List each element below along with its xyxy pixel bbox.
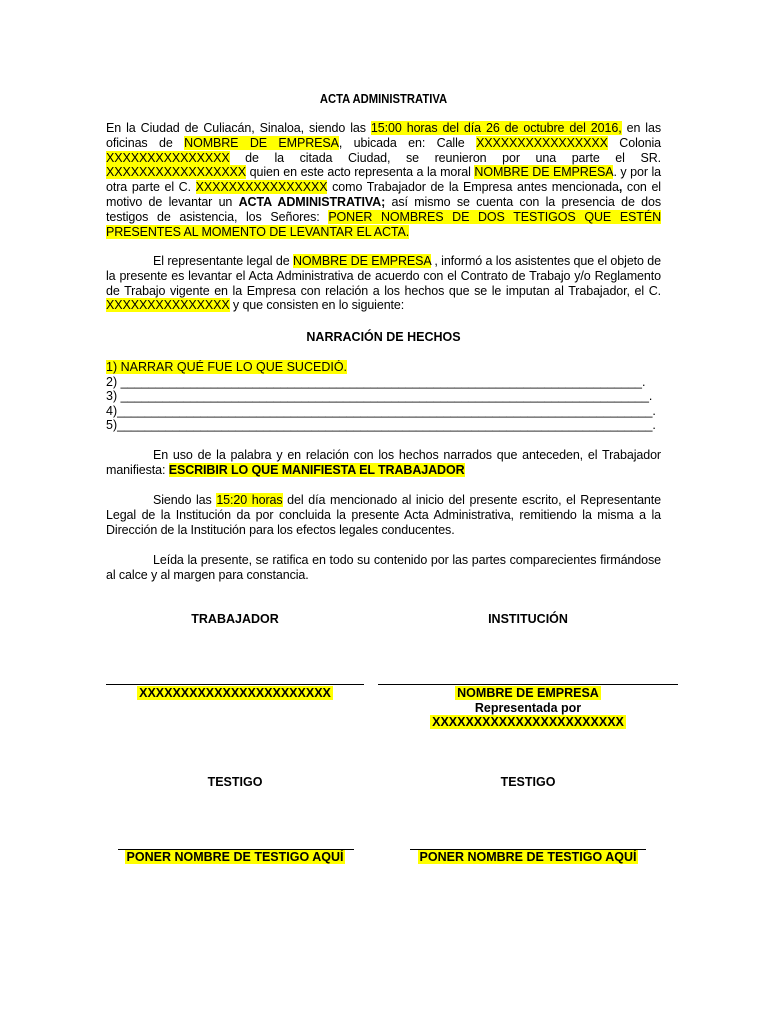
- signature-name-witness-2: PONER NOMBRE DE TESTIGO AQUÍ: [419, 850, 637, 864]
- list-item: 1) NARRAR QUÉ FUE LO QUE SUCEDIÓ.: [106, 360, 348, 374]
- highlight-worker: XXXXXXXXXXXXXXX: [106, 298, 230, 313]
- highlight-end-time: 15:20 horas: [216, 493, 283, 507]
- institution-rep-name: XXXXXXXXXXXXXXXXXXXXXXX: [432, 715, 624, 729]
- bold-acta: ACTA ADMINISTRATIVA;: [238, 194, 386, 209]
- signature-heading-worker: TRABAJADOR: [191, 612, 279, 626]
- signature-heading-witness-2: TESTIGO: [500, 775, 556, 789]
- signature-heading-institution: INSTITUCIÓN: [488, 612, 568, 626]
- highlight-company: NOMBRE DE EMPRESA: [184, 135, 339, 150]
- highlight-sr: XXXXXXXXXXXXXXXXX: [106, 165, 247, 180]
- document-title: ACTA ADMINISTRATIVA: [319, 92, 448, 106]
- institution-name: NOMBRE DE EMPRESA: [457, 686, 599, 700]
- signature-name-witness-1: PONER NOMBRE DE TESTIGO AQUÍ: [126, 850, 344, 864]
- paragraph-ratification: Leída la presente, se ratifica en todo su contenido por las partes comparecientes firmándose al calce y al margen para constancia.: [106, 553, 661, 582]
- highlight-worker-statement: ESCRIBIR LO QUE MANIFIESTA EL TRABAJADOR: [168, 462, 465, 477]
- signature-name-worker: XXXXXXXXXXXXXXXXXXXXXXX: [139, 686, 331, 700]
- highlight-witnesses: PONER NOMBRES DE DOS TESTIGOS QUE ESTÉN PRESENTES AL MOMENTO DE LEVANTAR EL ACTA.: [106, 209, 661, 239]
- list-item: 2) ___________________________________________________________________________.: [106, 374, 646, 389]
- list-item: 3) ____________________________________________________________________________.: [106, 389, 653, 404]
- list-item: 4)_____________________________________________________________________________.: [106, 403, 656, 418]
- highlight-time: 15:00 horas del día 26 de octubre del 2016,: [370, 121, 622, 135]
- paragraph-opening: En la Ciudad de Culiacán, Sinaloa, siendo las 15:00 horas del día 26 de octubre del 2016, en las oficinas de NOMBRE DE EMPRESA, ubicada en: Calle XXXXXXXXXXXXXXXX Colonia XXXXXXXXXXXXXXX de la citada Ciudad, se reunieron por una parte el SR. XXXXXXXXXXXXXXXXX quien en este acto representa a la moral NOMBRE DE EMPRESA. y por la otra parte el C. XXXXXXXXXXXXXXXX como Trabajador de la Empresa antes mencionada, con el motivo de levantar un ACTA ADMINISTRATIVA; así mismo se cuenta con la presencia de dos testigos de asistencia, los Señores: PONER NOMBRES DE DOS TESTIGOS QUE ESTÉN PRESENTES AL MOMENTO DE LEVANTAR EL ACTA.: [106, 121, 662, 239]
- signature-heading-witness-1: TESTIGO: [207, 775, 263, 789]
- section-title-facts: NARRACIÓN DE HECHOS: [306, 330, 461, 344]
- paragraph-legal-rep: El representante legal de NOMBRE DE EMPRESA , informó a los asistentes que el objeto de la presente es levantar el Acta Administrativa de acuerdo con el Contrato de Trabajo y/o Reglamento de Trabajo vigente en la Empresa con relación a los hechos que se le imputan al Trabajador, el C. XXXXXXXXXXXXXXX y que consisten en lo siguiente:: [106, 254, 661, 313]
- highlight-colonia: XXXXXXXXXXXXXXX: [106, 150, 230, 165]
- facts-list: [106, 360, 661, 433]
- highlight-company: NOMBRE DE EMPRESA: [292, 254, 431, 268]
- highlight-street: XXXXXXXXXXXXXXXX: [476, 135, 608, 150]
- institution-rep-label: Representada por: [474, 700, 582, 715]
- list-item: 5)_____________________________________________________________________________.: [106, 418, 656, 433]
- paragraph-worker-statement: En uso de la palabra y en relación con los hechos narrados que anteceden, el Trabajador manifiesta: ESCRIBIR LO QUE MANIFIESTA EL TRABAJADOR: [106, 448, 661, 477]
- signature-line-worker: [106, 684, 364, 685]
- signature-line-institution: [378, 684, 678, 685]
- signature-block-institution: [376, 686, 680, 730]
- highlight-moral: NOMBRE DE EMPRESA: [474, 165, 614, 180]
- paragraph-closing: Siendo las 15:20 horas del día mencionado al inicio del presente escrito, el Representante Legal de la Institución da por concluida la presente Acta Administrativa, remitiendo la misma a la Dirección de la Institución para los efectos legales conducentes.: [106, 493, 662, 537]
- highlight-worker: XXXXXXXXXXXXXXXX: [195, 180, 328, 195]
